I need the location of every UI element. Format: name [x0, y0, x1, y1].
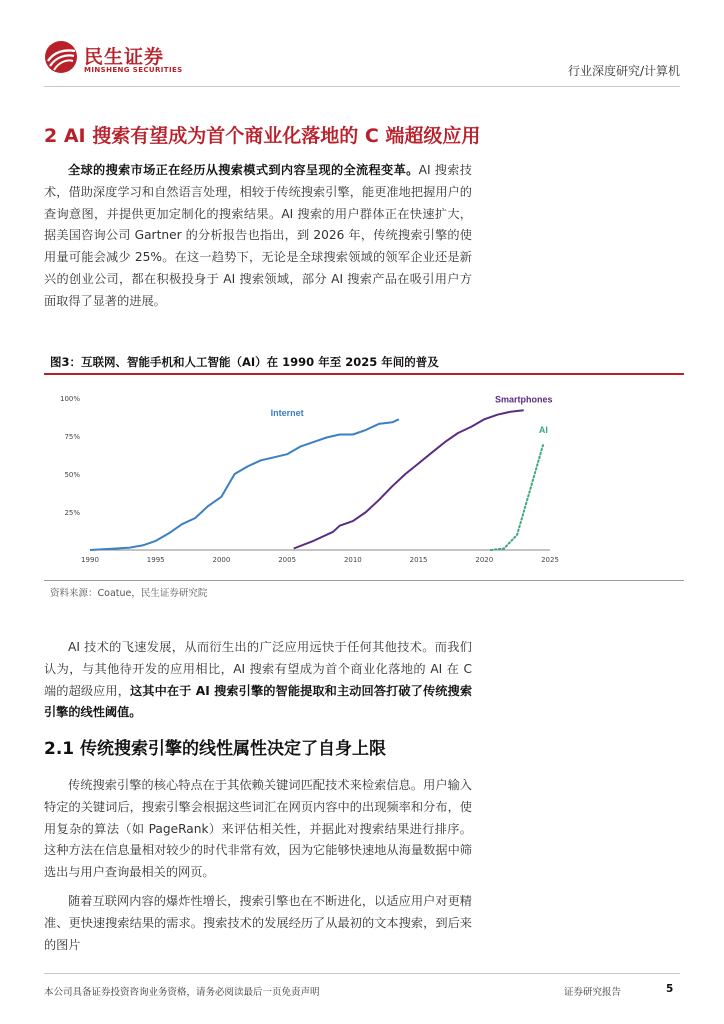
x-tick-label: 1995	[146, 556, 165, 564]
chart-series-labels	[271, 395, 553, 435]
figure-caption: 图3：互联网、智能手机和人工智能（AI）在 1990 年至 2025 年间的普及	[50, 355, 439, 369]
x-tick-label: 2025	[541, 556, 559, 564]
subsection-title: 2.1 传统搜索引擎的线性属性决定了自身上限	[44, 739, 387, 759]
footer-disclaimer: 本公司具备证券投资咨询业务资格，请务必阅读最后一页免责声明	[44, 987, 320, 998]
section-title: 2 AI 搜索有望成为首个商业化落地的 C 端超级应用	[44, 125, 481, 147]
page-number: 5	[666, 983, 674, 995]
paragraph-analysis-body: AI 技术的飞速发展，从而衍生出的广泛应用远快于任何其他技术。而我们认为，与其他待开发的应用相比，AI 搜索有望成为首个商业化落地的 AI 在 C 端的超级应用，	[44, 640, 472, 698]
chart-series	[90, 410, 543, 550]
series-label-internet: Internet	[270, 408, 304, 419]
series-label-ai: AI	[538, 424, 548, 435]
footer-divider	[44, 973, 680, 974]
logo-text-en: MINSHENG SECURITIES	[84, 66, 183, 74]
y-tick-label: 25%	[64, 509, 80, 517]
paragraph-analysis	[44, 637, 472, 724]
minsheng-logo-icon	[44, 40, 78, 74]
paragraph-traditional-search: 传统搜索引擎的核心特点在于其依赖关键词匹配技术来检索信息。用户输入特定的关键词后，搜索引擎会根据这些词汇在网页内容中的出现频率和分布，使用复杂的算法（如 PageRank）来评估相关性，并据此对搜索结果进行排序。这种方法在信息量相对较少的时代非常有效，因为它能够快速地从海量数据中筛选出与用户查询最相关的网页。	[44, 778, 472, 880]
figure-top-rule	[44, 373, 684, 375]
footer-report-label: 证券研究报告	[564, 987, 622, 998]
header-divider	[44, 86, 680, 87]
series-line-internet	[90, 419, 399, 550]
paragraph-intro-lead: 全球的搜索市场正在经历从搜索模式到内容呈现的全流程变革。	[68, 163, 419, 177]
adoption-line-chart	[44, 378, 684, 578]
y-tick-label: 50%	[64, 471, 80, 479]
paragraph-analysis-conclusion: 这其中在于 AI 搜索引擎的智能提取和主动回答打破了传统搜索引擎的线性阈值。	[44, 683, 473, 720]
series-line-smartphones	[294, 410, 524, 548]
series-line-ai	[491, 444, 544, 550]
x-tick-label: 2005	[278, 556, 297, 564]
y-tick-label: 75%	[64, 433, 80, 441]
x-tick-label: 2015	[409, 556, 428, 564]
paragraph-search-evolution: 随着互联网内容的爆炸性增长，搜索引擎也在不断进化，以适应用户对更精准、更快速搜索结果的需求。搜索技术的发展经历了从最初的文本搜索，到后来的图片	[44, 894, 472, 952]
series-label-smartphones: Smartphones	[494, 394, 553, 405]
x-tick-label: 2020	[475, 556, 494, 564]
x-tick-label: 2000	[212, 556, 231, 564]
y-tick-label: 100%	[59, 395, 80, 403]
paragraph-intro-body: AI 搜索技术，借助深度学习和自然语言处理，相较于传统搜索引擎，能更准地把握用户的查询意图，并提供更加定制化的搜索结果。AI 搜索的用户群体正在快速扩大，据美国咨询公司 Gartner 的分析报告也指出，到 2026 年，传统搜索引擎的使用量可能会减少 25%。在这一趋势下，无论是全球搜索领域的领军企业还是新兴的创业公司，都在积极投身于 AI 搜索领域，部分 AI 搜索产品在吸引用户方面取得了显著的进展。	[44, 163, 472, 308]
logo-text-cn: 民生证券	[84, 46, 165, 68]
paragraph-intro	[44, 160, 472, 313]
x-tick-label: 1990	[81, 556, 99, 564]
x-tick-label: 2010	[343, 556, 362, 564]
figure-bottom-rule	[44, 580, 684, 581]
report-category: 行业深度研究/计算机	[567, 64, 680, 78]
figure-source: 资料来源：Coatue，民生证券研究院	[50, 588, 208, 599]
